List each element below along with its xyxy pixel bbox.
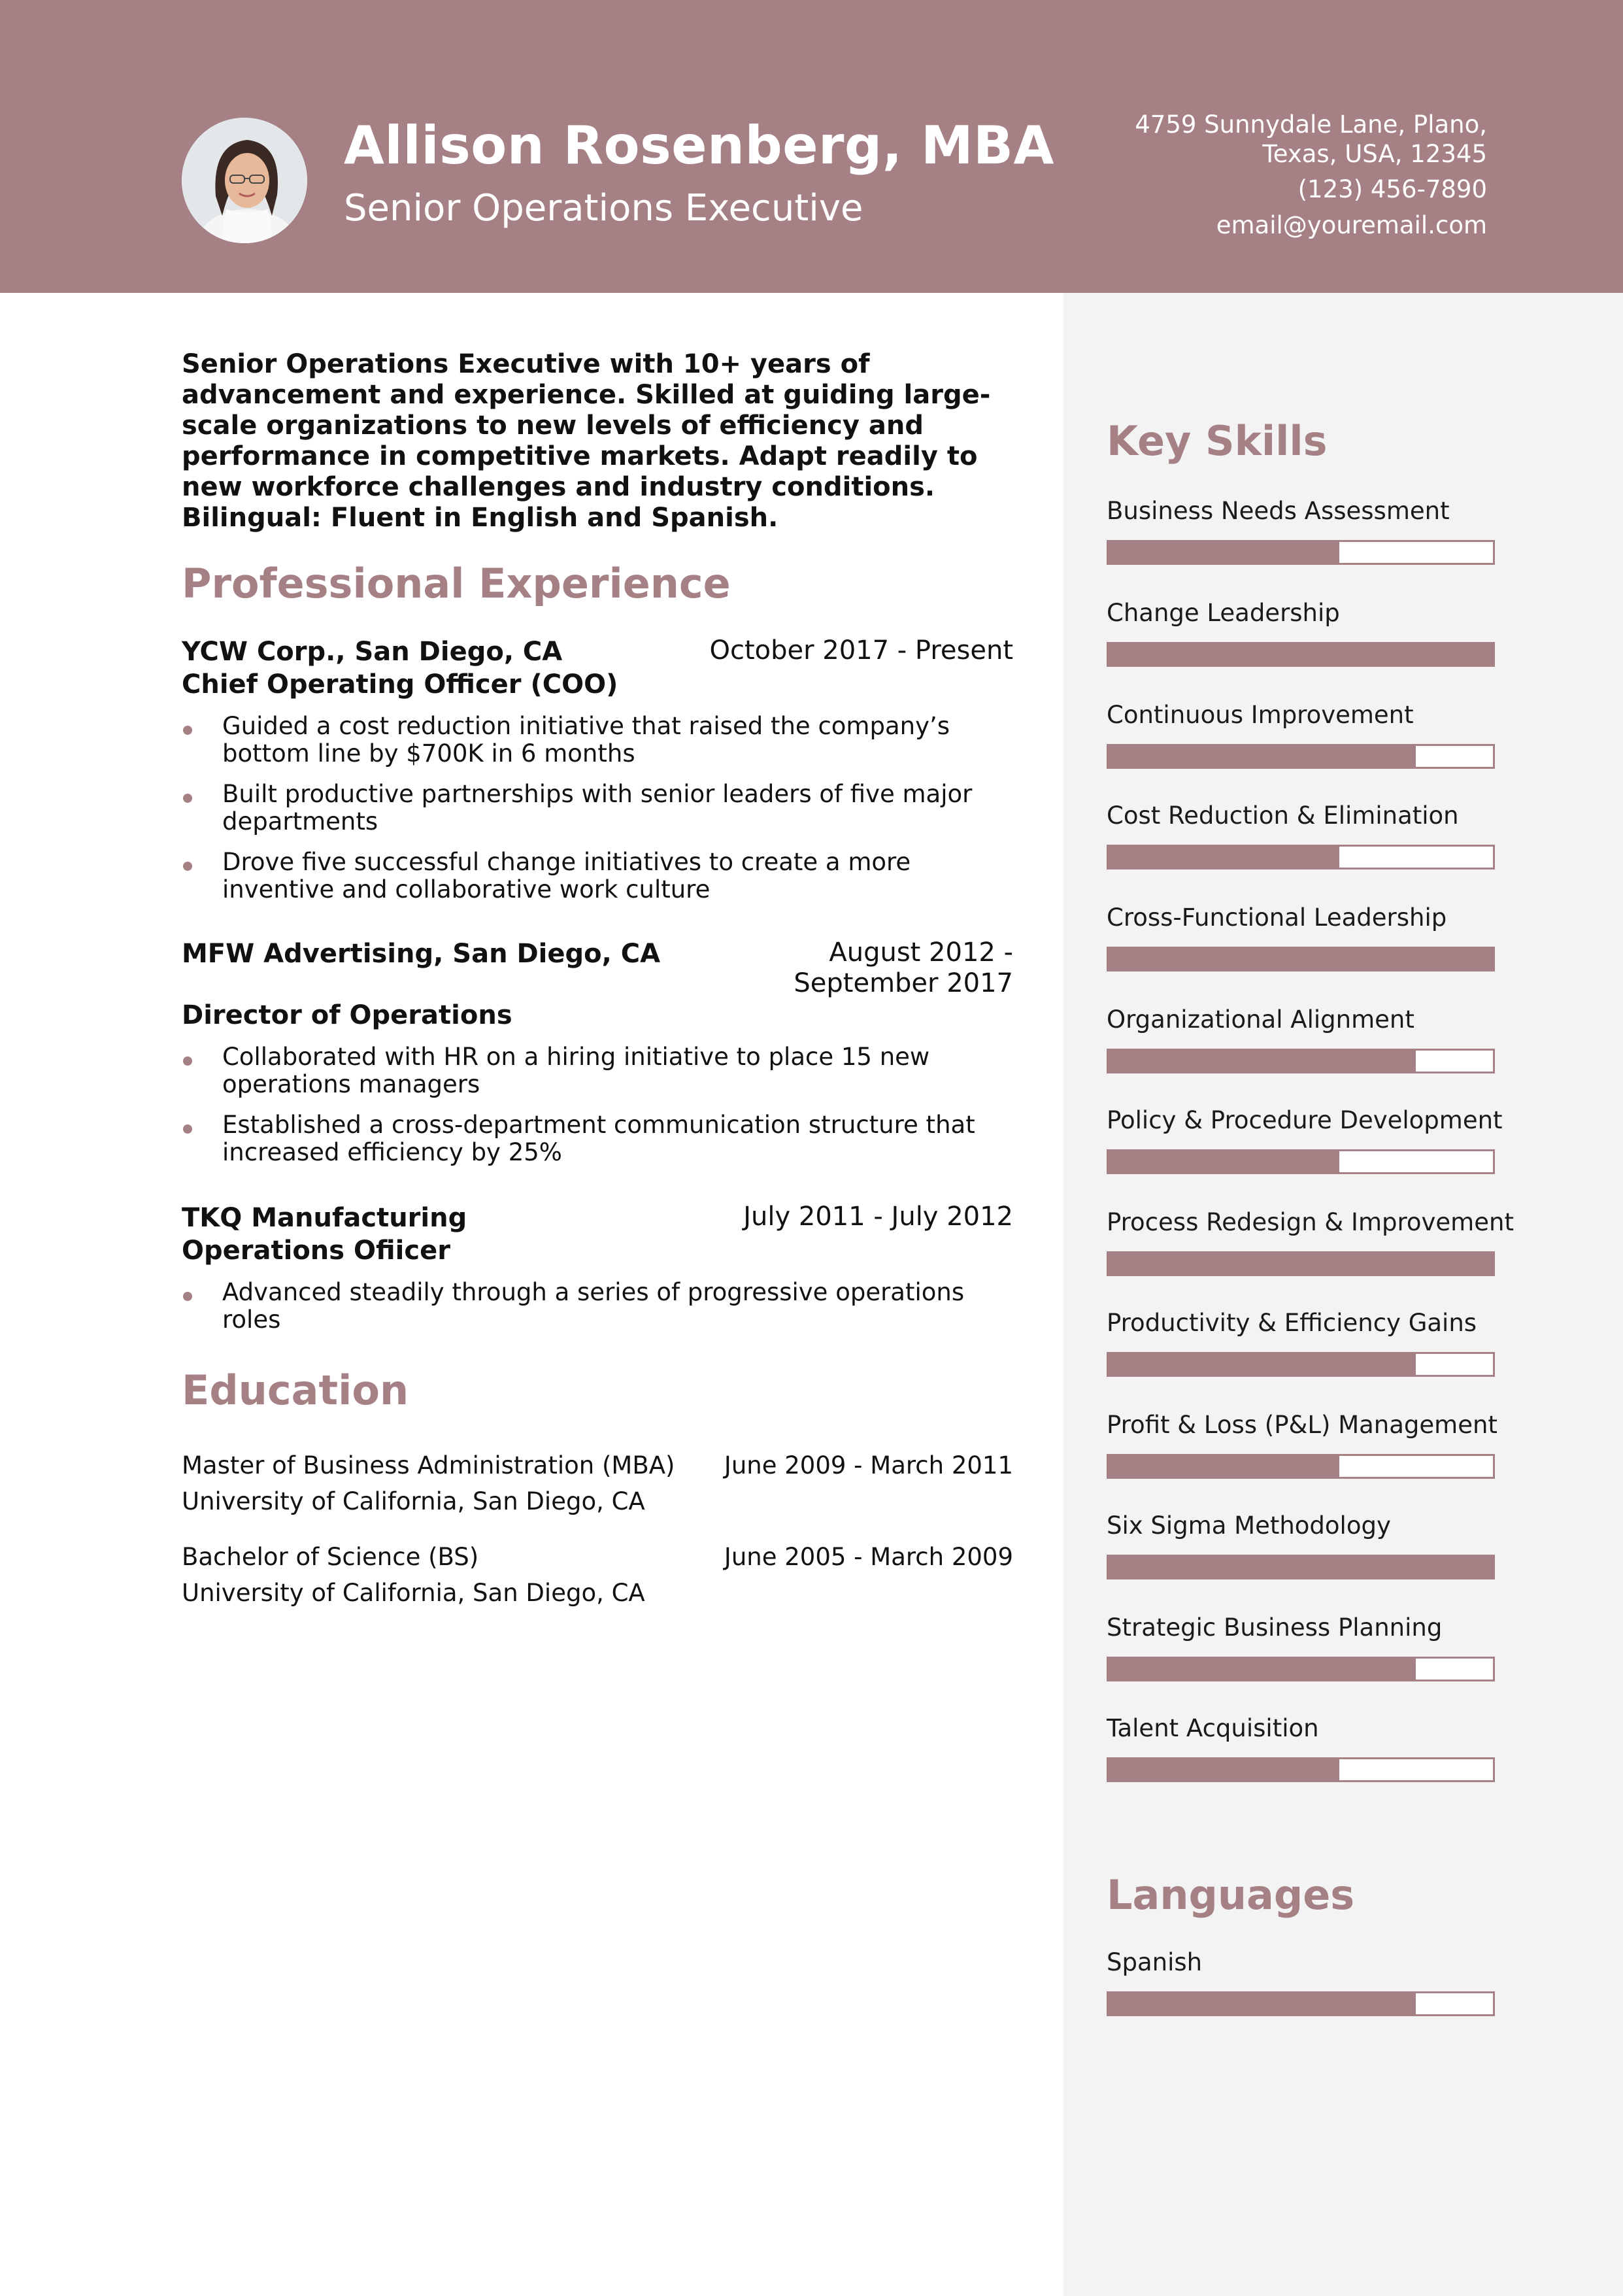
candidate-name: Allison Rosenberg, MBA bbox=[344, 115, 1054, 176]
address-line-1: 4759 Sunnydale Lane, Plano, bbox=[1135, 110, 1487, 139]
skill-bar-fill bbox=[1109, 847, 1339, 868]
phone: (123) 456-7890 bbox=[1297, 175, 1487, 203]
job-entry bbox=[182, 1202, 1013, 1347]
skill-item bbox=[1107, 497, 1499, 565]
skill-label: Organizational Alignment bbox=[1107, 1005, 1414, 1034]
job-bullets bbox=[182, 1279, 1013, 1334]
languages-heading: Languages bbox=[1107, 1871, 1355, 1919]
list-item: Drove five successful change initiatives to create a more inventive and collaborative work culture bbox=[182, 849, 1013, 903]
job-dates-line-1: August 2012 - bbox=[829, 937, 1013, 968]
skill-item bbox=[1107, 1309, 1499, 1377]
job-company: TKQ Manufacturing bbox=[182, 1203, 467, 1233]
skill-item bbox=[1107, 1208, 1514, 1276]
list-item: Guided a cost reduction initiative that raised the company’s bottom line by $700K in 6 months bbox=[182, 713, 1013, 768]
skill-item bbox=[1107, 1613, 1499, 1681]
skill-bar-fill bbox=[1109, 1253, 1493, 1274]
language-item bbox=[1107, 1948, 1499, 2016]
job-entry bbox=[182, 635, 1013, 917]
skill-item bbox=[1107, 903, 1499, 971]
skill-bar-fill bbox=[1109, 746, 1416, 767]
list-item: Collaborated with HR on a hiring initiative to place 15 new operations managers bbox=[182, 1043, 1013, 1098]
profile-photo bbox=[182, 118, 307, 243]
skill-bar bbox=[1107, 1049, 1495, 1073]
skill-bar-fill bbox=[1109, 949, 1493, 970]
job-bullets bbox=[182, 713, 1013, 903]
skill-label: Productivity & Efficiency Gains bbox=[1107, 1309, 1477, 1337]
skill-bar bbox=[1107, 845, 1495, 869]
skill-bar-fill bbox=[1109, 1051, 1416, 1072]
sidebar bbox=[1063, 293, 1623, 2296]
skill-bar bbox=[1107, 642, 1495, 667]
skill-bar-fill bbox=[1109, 1759, 1339, 1780]
skill-bar bbox=[1107, 1352, 1495, 1377]
contact-info bbox=[1069, 110, 1487, 240]
skill-bar-fill bbox=[1109, 1456, 1339, 1477]
experience-heading: Professional Experience bbox=[182, 560, 731, 607]
skill-label: Process Redesign & Improvement bbox=[1107, 1208, 1514, 1236]
email: email@youremail.com bbox=[1216, 211, 1487, 239]
address-line-2: Texas, USA, 12345 bbox=[1262, 140, 1487, 168]
school: University of California, San Diego, CA bbox=[182, 1579, 645, 1607]
job-dates: July 2011 - July 2012 bbox=[743, 1202, 1013, 1232]
skill-bar-fill bbox=[1109, 542, 1339, 563]
skill-label: Policy & Procedure Development bbox=[1107, 1106, 1503, 1134]
skill-bar bbox=[1107, 1251, 1495, 1276]
list-item: Established a cross-department communication structure that increased efficiency by 25% bbox=[182, 1111, 1013, 1166]
language-label: Spanish bbox=[1107, 1948, 1203, 1976]
skill-label: Cross-Functional Leadership bbox=[1107, 903, 1447, 932]
education-dates: June 2009 - March 2011 bbox=[724, 1451, 1013, 1479]
skill-bar-fill bbox=[1109, 644, 1493, 665]
list-item: Advanced steadily through a series of progressive operations roles bbox=[182, 1279, 1013, 1334]
skill-label: Change Leadership bbox=[1107, 599, 1340, 627]
candidate-title: Senior Operations Executive bbox=[344, 187, 863, 229]
skill-bar bbox=[1107, 1149, 1495, 1174]
skill-label: Profit & Loss (P&L) Management bbox=[1107, 1411, 1498, 1439]
job-dates-line-2: September 2017 bbox=[794, 968, 1013, 998]
resume-header bbox=[0, 0, 1623, 293]
degree: Master of Business Administration (MBA) bbox=[182, 1451, 675, 1479]
skill-bar bbox=[1107, 1555, 1495, 1579]
job-company: YCW Corp., San Diego, CA bbox=[182, 637, 563, 667]
skill-bar-fill bbox=[1109, 1354, 1416, 1375]
skill-bar bbox=[1107, 1657, 1495, 1681]
skill-label: Cost Reduction & Elimination bbox=[1107, 802, 1459, 830]
skill-label: Strategic Business Planning bbox=[1107, 1613, 1443, 1642]
job-company: MFW Advertising, San Diego, CA bbox=[182, 939, 661, 969]
job-dates bbox=[794, 937, 1013, 999]
job-dates: October 2017 - Present bbox=[709, 635, 1013, 666]
skill-item bbox=[1107, 1106, 1503, 1174]
skill-item bbox=[1107, 599, 1499, 667]
job-role: Operations Ofiicer bbox=[182, 1236, 450, 1266]
skill-bar-fill bbox=[1109, 1557, 1493, 1578]
skill-item bbox=[1107, 701, 1499, 769]
skill-label: Six Sigma Methodology bbox=[1107, 1511, 1391, 1540]
skill-bar bbox=[1107, 947, 1495, 971]
skill-bar-fill bbox=[1109, 1659, 1416, 1680]
skill-bar bbox=[1107, 540, 1495, 565]
skill-item bbox=[1107, 1005, 1499, 1073]
skill-item bbox=[1107, 1714, 1499, 1782]
summary: Senior Operations Executive with 10+ years of advancement and experience. Skilled at guiding large-scale organizations to new levels of efficiency and performance in competitive markets. Adapt readily to new workforce challenges and industry conditions. Bilingual: Fluent in English and Spanish. bbox=[182, 349, 991, 533]
list-item: Built productive partnerships with senior leaders of five major departments bbox=[182, 781, 1013, 836]
skill-bar bbox=[1107, 1757, 1495, 1782]
education-dates: June 2005 - March 2009 bbox=[724, 1543, 1013, 1571]
skill-bar bbox=[1107, 744, 1495, 769]
job-role: Chief Operating Officer (COO) bbox=[182, 669, 618, 700]
job-entry bbox=[182, 937, 1013, 1179]
education-entry bbox=[182, 1539, 1013, 1611]
degree: Bachelor of Science (BS) bbox=[182, 1543, 479, 1571]
skill-bar-fill bbox=[1109, 1151, 1339, 1172]
school: University of California, San Diego, CA bbox=[182, 1487, 645, 1515]
skill-bar bbox=[1107, 1454, 1495, 1479]
skill-item bbox=[1107, 802, 1499, 869]
language-bar-fill bbox=[1109, 1993, 1416, 2014]
job-role: Director of Operations bbox=[182, 1000, 512, 1030]
skill-label: Business Needs Assessment bbox=[1107, 497, 1450, 525]
person-photo-icon bbox=[182, 118, 307, 243]
skills-heading: Key Skills bbox=[1107, 417, 1328, 465]
job-bullets bbox=[182, 1043, 1013, 1166]
skill-item bbox=[1107, 1411, 1499, 1479]
education-entry bbox=[182, 1447, 1013, 1519]
education-heading: Education bbox=[182, 1366, 409, 1414]
language-bar bbox=[1107, 1991, 1495, 2016]
skill-item bbox=[1107, 1511, 1499, 1579]
skill-label: Talent Acquisition bbox=[1107, 1714, 1319, 1742]
skill-label: Continuous Improvement bbox=[1107, 701, 1414, 729]
